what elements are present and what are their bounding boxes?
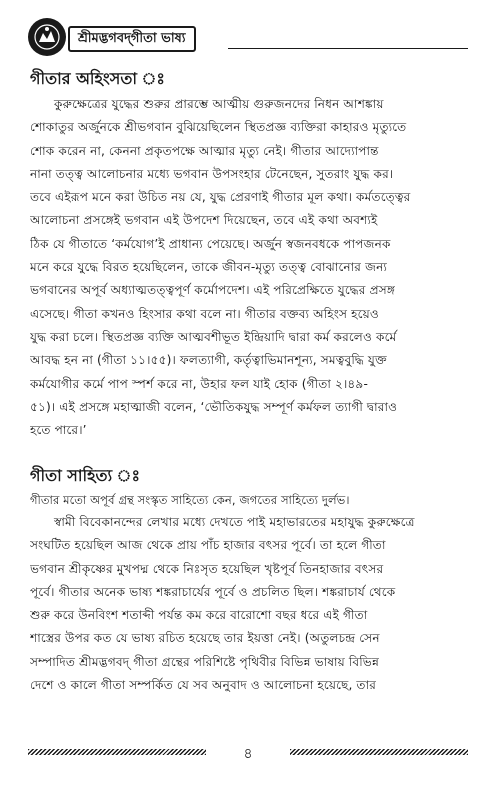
paragraph-gita-intro — [30, 489, 460, 512]
text-line: স্বামী বিবেকানন্দের লেখার মধ্যে দেখতে পাই মহাভারতের মহাযুদ্ধ কুরুক্ষেত্রে — [54, 515, 415, 529]
text-line: যুদ্ধ করা চলে। স্থিতপ্রজ্ঞ ব্যক্তি আত্মবশীভূত ইন্দ্রিয়াদি দ্বারা কর্ম করলেও কর্মে — [30, 329, 397, 344]
text-line: এসেছে। গীতা কখনও হিংসার কথা বলে না। গীতার বক্তব্য অহিংস হয়েও — [30, 306, 379, 321]
paragraph-ahimsa — [30, 93, 460, 442]
text-line: ঠিক যে গীতাতে ‘কর্মযোগ’ই প্রাধান্য পেয়েছে। অর্জুন স্বজনবধকে পাপজনক — [30, 236, 391, 251]
footer-ornament-right — [290, 749, 468, 755]
running-header — [28, 14, 468, 60]
text-line: নানা তত্ত্ব আলোচনার মধ্যে ভগবান উপসংহার টেনেছেন, সুতরাং যুদ্ধ কর। — [30, 166, 394, 181]
text-line: তবে এইরূপ মনে করা উচিত নয় যে, যুদ্ধ প্রেরণাই গীতার মূল কথা। কর্মতত্ত্বের — [30, 190, 411, 205]
text-line: সম্পাদিত শ্রীমদ্ভগবদ্‌ গীতা গ্রন্থের পরিশিষ্টে পৃথিবীর বিভিন্ন ভাষায় বিভিন্ন — [30, 654, 380, 669]
text-line: আবদ্ধ হন না (গীতা ১১।৫৫)। ফলত্যাগী, কর্তৃত্বাভিমানশূন্য, সমত্ববুদ্ধি যুক্ত — [30, 353, 387, 368]
text-line: সংঘটিত হয়েছিল আজ থেকে প্রায় পাঁচ হাজার বৎসর পূর্বে। তা হলে গীতা — [30, 538, 386, 553]
book-title: শ্রীমদ্ভগবদ্‌গীতা ভাষ্য — [68, 26, 196, 52]
text-line: শুরু করে উনবিংশ শতাব্দী পর্যন্ত কম করে বারোশো বছর ধরে এই গীতা — [30, 608, 368, 623]
page-number: ৪ — [243, 746, 253, 762]
text-line: গীতার মতো অপূর্ব গ্রন্থ সংস্কৃত সাহিত্যে কেন, জগতের সাহিত্যে দুর্লভ। — [30, 493, 350, 507]
text-line: হতে পারে।’ — [30, 423, 87, 438]
text-line: পূর্বে। গীতার অনেক ভাষ্য শঙ্করাচার্যের পূর্বে ও প্রচলিত ছিল। শঙ্করাচার্য থেকে — [30, 584, 396, 599]
text-line: কুরুক্ষেত্রের যুদ্ধের শুরুর প্রারম্ভে আত্মীয় গুরুজনদের নিধন আশঙ্কায় — [54, 97, 384, 111]
text-line: শোকাতুর অর্জুনকে শ্রীভগবান বুঝিয়েছিলেন স্থিতপ্রজ্ঞ ব্যক্তিরা কাহারও মৃত্যুতে — [30, 120, 407, 135]
text-line: দেশে ও কালে গীতা সম্পর্কিত যে সব অনুবাদ ও আলোচনা হয়েছে, তার — [30, 678, 377, 693]
text-line: ভগবান শ্রীকৃষ্ণের মুখপদ্ম থেকে নিঃসৃত হয়েছিল খৃষ্টপূর্ব তিনহাজার বৎসর — [30, 561, 384, 576]
header-rule — [228, 48, 468, 49]
text-line: মনে করে যুদ্ধে বিরত হয়েছিলেন, তাকে জীবন-মৃত্যু তত্ত্ব বোঝানোর জন্য — [30, 260, 387, 275]
section-heading-ahimsa: গীতার অহিংসতা ঃ — [30, 69, 165, 88]
page-footer — [28, 744, 468, 760]
text-line: আলোচনা প্রসঙ্গেই ভগবান এই উপদেশ দিয়েছেন, তবে এই কথা অবশ্যই — [30, 213, 378, 228]
text-line: কর্মযোগীর কর্মে পাপ স্পর্শ করে না, উহার ফল যাই হোক (গীতা ২।৪৯- — [30, 376, 368, 391]
text-line: ভগবানের অপূর্ব অধ্যাত্মতত্ত্বপূর্ণ কর্মোপদেশ। এই পরিপ্রেক্ষিতে যুদ্ধের প্রসঙ্গ — [30, 283, 396, 298]
text-line: ৫১)। এই প্রসঙ্গে মহাত্মাজী বলেন, ‘ভৌতিকযুদ্ধ সম্পূর্ণ কর্মফল ত্যাগী দ্বারাও — [30, 399, 398, 414]
krishna-emblem-icon — [28, 18, 66, 56]
paragraph-gita-literature — [30, 511, 460, 697]
text-line: শাস্ত্রের উপর কত যে ভাষ্য রচিত হয়েছে তার ইয়ত্তা নেই। (অতুলচন্দ্র সেন — [30, 631, 380, 646]
emblem-graphic — [33, 23, 61, 51]
section-heading-gita-literature: গীতা সাহিত্য ঃ — [30, 466, 141, 485]
text-line: শোক করেন না, কেননা প্রকৃতপক্ষে আত্মার মৃত্যু নেই। গীতার আদ্যোপান্ত — [30, 143, 379, 158]
